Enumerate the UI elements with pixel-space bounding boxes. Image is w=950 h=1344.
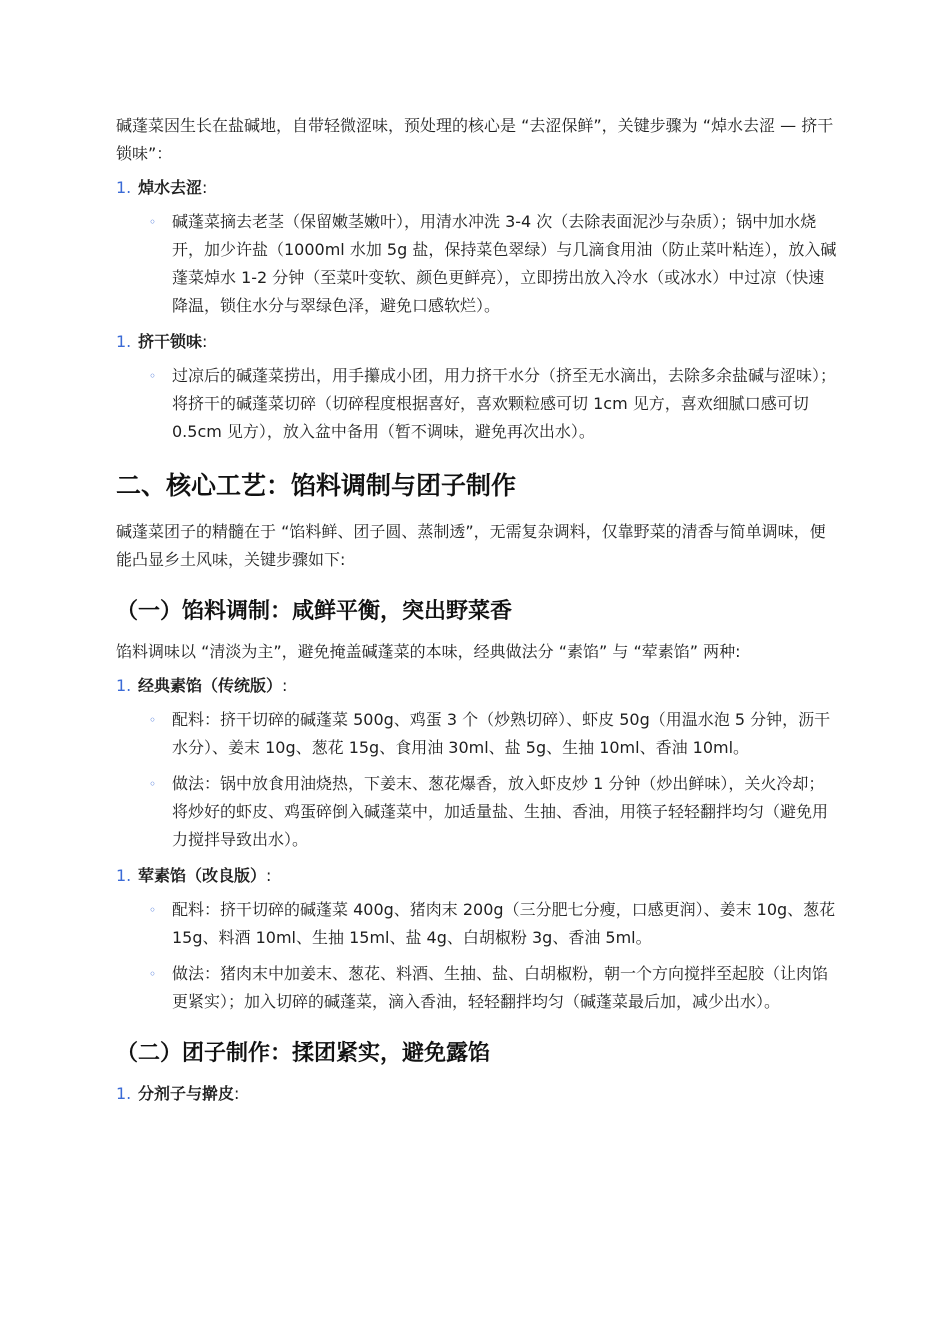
step-colon: :	[202, 332, 208, 351]
method-detail	[116, 960, 840, 1016]
dumpling-step-list	[116, 1080, 840, 1108]
section-intro: 碱蓬菜团子的精髓在于 “馅料鲜、团子圆、蒸制透”，无需复杂调料，仅靠野菜的清香与简单调味，便能凸显乡土风味，关键步骤如下:	[116, 522, 826, 569]
subsection-heading: （一）馅料调制：咸鲜平衡，突出野菜香	[116, 599, 513, 624]
document-content	[116, 112, 840, 1108]
step-colon: :	[202, 178, 208, 197]
hollow-bullet-icon: ◦	[149, 215, 157, 229]
hollow-bullet-icon: ◦	[149, 967, 157, 981]
step-detail-text: 碱蓬菜摘去老茎（保留嫩茎嫩叶），用清水冲洗 3-4 次（去除表面泥沙与杂质）；锅中加水烧开，加少许盐（1000ml 水加 5g 盐，保持菜色翠绿）与几滴食用油（防止菜叶粘连），放入碱蓬菜焯水 1-2 分钟（至菜叶变软、颜色更鲜亮），立即捞出放入冷水（或冰水）中过凉（快速降温，锁住水分与翠绿色泽，避免口感软烂）。	[172, 212, 837, 315]
list-number: 1.	[116, 332, 132, 351]
step-detail	[116, 208, 840, 320]
step-title: 焯水去涩	[138, 178, 203, 197]
item-colon: :	[266, 866, 272, 885]
prep-step	[116, 328, 840, 356]
ingredients-text: 配料：挤干切碎的碱蓬菜 400g、猪肉末 200g（三分肥七分瘦，口感更润）、姜末 10g、葱花 15g、料酒 10ml、生抽 15ml、盐 4g、白胡椒粉 3g、香油 5ml。	[172, 900, 836, 947]
subsection-heading: （二）团子制作：揉团紧实，避免露馅	[116, 1041, 491, 1066]
prep-step-list	[116, 174, 840, 446]
item-title: 经典素馅（传统版）	[138, 676, 283, 695]
step-title: 挤干锁味	[138, 332, 203, 351]
ingredients-text: 配料：挤干切碎的碱蓬菜 500g、鸡蛋 3 个（炒熟切碎）、虾皮 50g（用温水泡 5 分钟，沥干水分）、姜末 10g、葱花 15g、食用油 30ml、盐 5g、生抽 10ml、香油 10ml。	[172, 710, 831, 757]
step-colon: :	[234, 1084, 240, 1103]
hollow-bullet-icon: ◦	[149, 713, 157, 727]
list-number: 1.	[116, 1084, 132, 1103]
item-colon: :	[282, 676, 288, 695]
subsection-intro: 馅料调味以 “清淡为主”，避免掩盖碱蓬菜的本味，经典做法分 “素馅” 与 “荤素馅” 两种:	[116, 642, 741, 661]
filling-item	[116, 862, 840, 890]
intro-paragraph: 碱蓬菜因生长在盐碱地，自带轻微涩味，预处理的核心是 “去涩保鲜”，关键步骤为 “焯水去涩 — 挤干锁味”：	[116, 116, 834, 163]
filling-item	[116, 672, 840, 700]
item-title: 荤素馅（改良版）	[138, 866, 267, 885]
method-detail	[116, 770, 840, 854]
list-number: 1.	[116, 676, 132, 695]
hollow-bullet-icon: ◦	[149, 369, 157, 383]
hollow-bullet-icon: ◦	[149, 777, 157, 791]
step-title: 分剂子与擀皮	[138, 1084, 235, 1103]
method-text: 做法：锅中放食用油烧热，下姜末、葱花爆香，放入虾皮炒 1 分钟（炒出鲜味），关火冷却；将炒好的虾皮、鸡蛋碎倒入碱蓬菜中，加适量盐、生抽、香油，用筷子轻轻翻拌均匀（避免用力搅拌导致出水）。	[172, 774, 829, 849]
hollow-bullet-icon: ◦	[149, 903, 157, 917]
filling-list	[116, 672, 840, 1016]
list-number: 1.	[116, 178, 132, 197]
ingredients-detail	[116, 896, 840, 952]
step-detail-text: 过凉后的碱蓬菜捞出，用手攥成小团，用力挤干水分（挤至无水滴出，去除多余盐碱与涩味）；将挤干的碱蓬菜切碎（切碎程度根据喜好，喜欢颗粒感可切 1cm 见方，喜欢细腻口感可切 0.5cm 见方），放入盆中备用（暂不调味，避免再次出水）。	[172, 366, 837, 441]
ingredients-detail	[116, 706, 840, 762]
step-detail	[116, 362, 840, 446]
list-number: 1.	[116, 866, 132, 885]
section-heading: 二、核心工艺：馅料调制与团子制作	[116, 471, 517, 500]
method-text: 做法：猪肉末中加姜末、葱花、料酒、生抽、盐、白胡椒粉，朝一个方向搅拌至起胶（让肉馅更紧实）；加入切碎的碱蓬菜，滴入香油，轻轻翻拌均匀（碱蓬菜最后加，减少出水）。	[172, 964, 829, 1011]
prep-step	[116, 174, 840, 202]
dumpling-step	[116, 1080, 840, 1108]
